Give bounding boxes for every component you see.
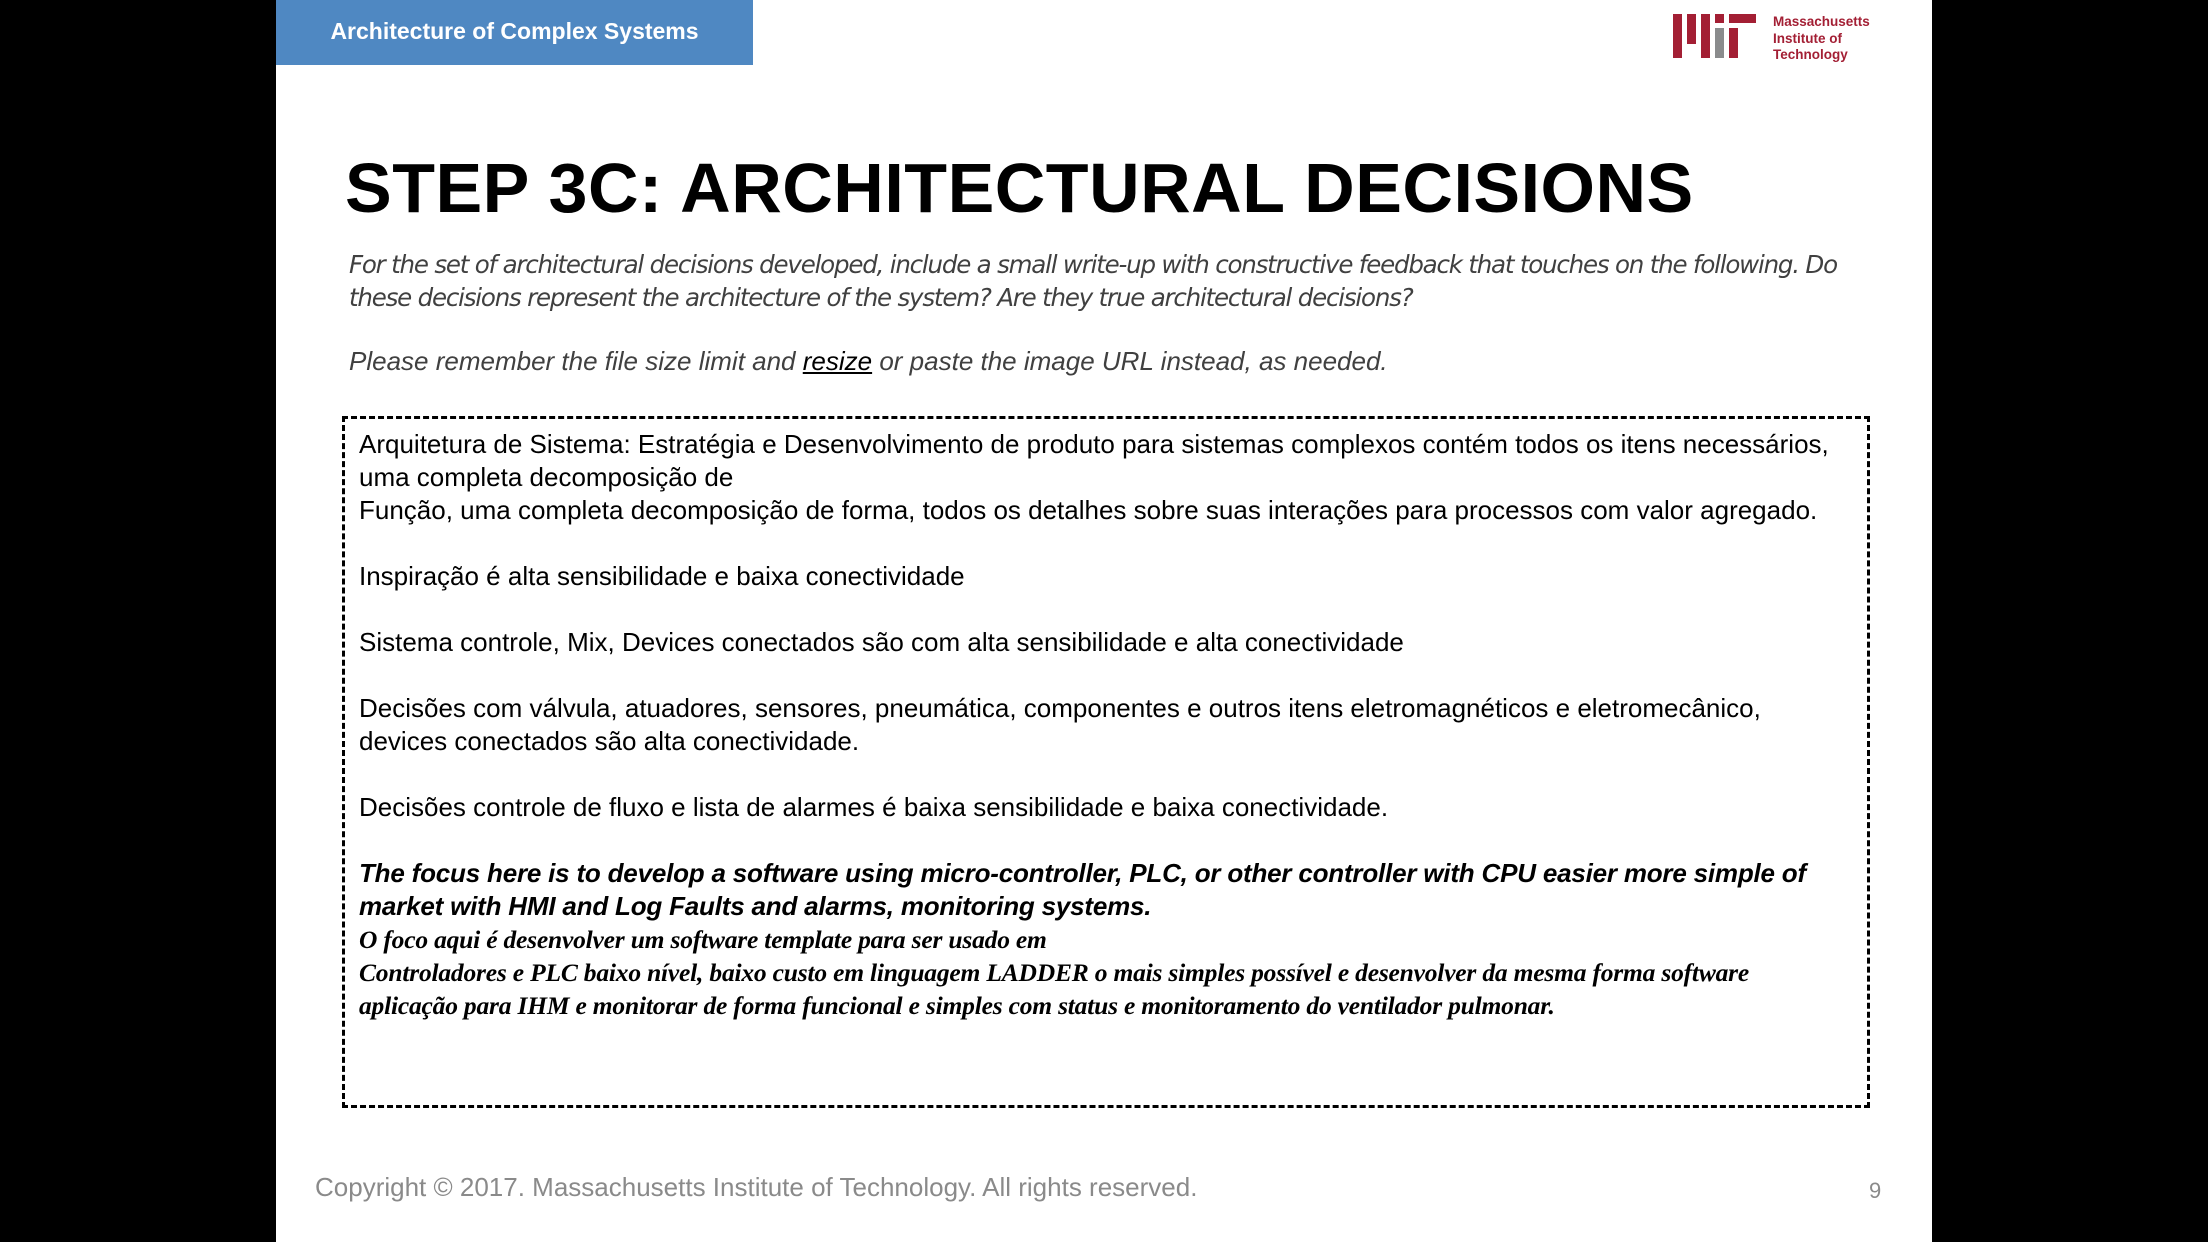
focus-english: The focus here is to develop a software using micro-controller, PLC, or other controller with CPU easier more simple of market with HMI and Log Faults and alarms, monitoring systems. <box>359 858 1806 921</box>
page-title: STEP 3C: ARCHITECTURAL DECISIONS <box>345 149 1694 227</box>
slide <box>276 0 1932 1242</box>
course-header: Architecture of Complex Systems <box>276 0 753 65</box>
mit-logo-text: Massachusetts Institute of Technology <box>1773 14 1870 62</box>
response-paragraph: Decisões com válvula, atuadores, sensores, pneumática, componentes e outros itens eletromagnéticos e eletromecânico, devices conectados são alta conectividade. <box>359 693 1761 756</box>
file-size-note: Please remember the file size limit and resize or paste the image URL instead, as needed. <box>349 346 1388 376</box>
focus-portuguese-1: O foco aqui é desenvolver um software template para ser usado em <box>359 925 1047 954</box>
response-paragraph: Inspiração é alta sensibilidade e baixa conectividade <box>359 561 965 591</box>
response-paragraph: Sistema controle, Mix, Devices conectados são com alta sensibilidade e alta conectividade <box>359 627 1404 657</box>
response-paragraph: Decisões controle de fluxo e lista de alarmes é baixa sensibilidade e baixa conectividade. <box>359 792 1389 822</box>
mit-logo <box>1673 14 1903 62</box>
mit-logo-icon <box>1673 14 1759 62</box>
page-number: 9 <box>1869 1178 1882 1203</box>
instructions-text: For the set of architectural decisions developed, include a small write-up with constructive feedback that touches on the following. Do these decisions represent the architecture of the system? Are they true architectural decisions? <box>349 250 1837 312</box>
focus-portuguese-2: Controladores e PLC baixo nível, baixo custo em linguagem LADDER o mais simples possível e desenvolver da mesma forma software aplicação para IHM e monitorar de forma funcional e simples com status e monitoramento do ventilador pulmonar. <box>359 958 1750 1020</box>
copyright: Copyright © 2017. Massachusetts Institute of Technology. All rights reserved. <box>315 1172 1198 1202</box>
response-paragraph: Arquitetura de Sistema: Estratégia e Desenvolvimento de produto para sistemas complexos contém todos os itens necessários, uma completa decomposição de <box>359 429 1829 492</box>
response-content <box>359 428 1859 1022</box>
response-paragraph: Função, uma completa decomposição de forma, todos os detalhes sobre suas interações para processos com valor agregado. <box>359 495 1818 525</box>
resize-link[interactable]: resize <box>802 346 873 376</box>
